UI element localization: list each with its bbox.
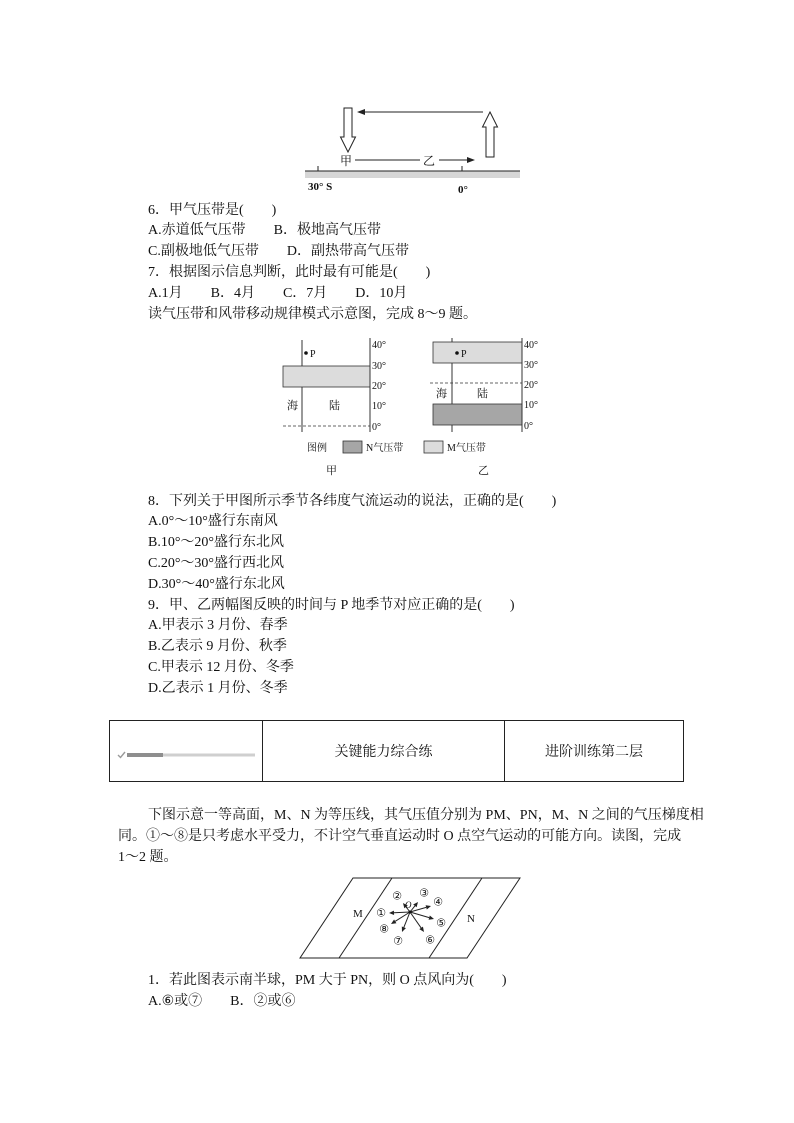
arrowhead: [419, 927, 424, 932]
direction-label: ⑧: [379, 922, 389, 936]
intro-8-9: 读气压带和风带移动规律模式示意图，完成 8～9 题。: [148, 307, 477, 322]
surface-airflow-arrowhead: [467, 157, 475, 163]
question-options: A.1月 B．4月 C．7月 D．10月: [148, 286, 408, 301]
option-c: C.20°～30°盛行西北风: [148, 556, 285, 571]
question-stem: 8．下列关于甲图所示季节各纬度气流运动的说法，正确的是( ): [148, 494, 557, 509]
sea-label: 海: [436, 388, 447, 400]
direction-label: ①: [376, 906, 386, 920]
legend-label-n: N气压带: [366, 443, 404, 454]
pressure-circulation-diagram: [295, 100, 530, 200]
direction-arrow-3: [410, 887, 429, 913]
land-label: 陆: [477, 388, 488, 400]
arrowhead: [429, 915, 434, 919]
section-header-table: [109, 720, 684, 782]
lat-label: 10°: [524, 400, 538, 411]
section-decor-cell: [110, 721, 263, 781]
label-30s: 30° S: [308, 181, 333, 193]
question-options: A.赤道低气压带 B．极地高气压带: [148, 223, 381, 238]
passage-line: 1～2 题。: [118, 850, 178, 865]
section-title: 关键能力综合练: [263, 721, 505, 781]
n-pressure-belt: [433, 404, 522, 425]
option-c: C.甲表示 12 月份、冬季: [148, 660, 294, 675]
pressure-belt-movement-diagram: [278, 335, 543, 481]
section-level: 进阶训练第二层: [545, 745, 643, 760]
direction-label: ③: [419, 886, 429, 900]
direction-arrow-5: [410, 912, 446, 930]
point-p-label: P: [310, 349, 316, 360]
descending-air-arrow: [341, 108, 356, 152]
point-p: [304, 351, 308, 355]
question-stem: 1．若此图表示南半球，PM 大于 PN，则 O 点风向为( ): [148, 973, 507, 988]
lat-label: 30°: [524, 360, 538, 371]
question-stem: 6．甲气压带是( ): [148, 203, 277, 218]
contour-plane: [300, 878, 520, 958]
lat-label: 20°: [524, 380, 538, 391]
legend-swatch-n: [343, 441, 362, 453]
question-options: C.副极地低气压带 D．副热带高气压带: [148, 244, 409, 259]
lat-label: 30°: [372, 361, 386, 372]
lat-label: 0°: [524, 421, 533, 432]
legend-title: 图例: [307, 443, 327, 454]
ascending-air-arrow: [483, 112, 498, 157]
isobar-direction-diagram: [295, 872, 527, 964]
direction-arrows: [376, 887, 446, 948]
point-o: [409, 911, 412, 914]
isobar-n-label: N: [467, 913, 475, 925]
option-b: B.乙表示 9 月份、秋季: [148, 639, 287, 654]
point-o-label: O: [405, 900, 412, 910]
direction-label: ⑥: [425, 933, 435, 947]
point-p-label: P: [461, 349, 467, 360]
passage-line: 下图示意一等高面，M、N 为等压线，其气压值分别为 PM、PN，M、N 之间的气压梯度相: [148, 808, 704, 823]
label-jia: 甲: [340, 154, 353, 168]
question-stem: 7．根据图示信息判断，此时最有可能是( ): [148, 265, 431, 280]
panel-jia: [283, 338, 386, 477]
direction-label: ⑦: [393, 934, 403, 948]
arrowhead: [389, 911, 394, 915]
lat-label: 20°: [372, 381, 386, 392]
panel-caption: 乙: [478, 465, 489, 477]
direction-label: ②: [392, 889, 402, 903]
lat-label: 10°: [372, 401, 386, 412]
label-0: 0°: [458, 184, 468, 196]
option-a: A.甲表示 3 月份、春季: [148, 618, 288, 633]
arrowhead: [391, 919, 396, 924]
check-icon: [118, 752, 125, 758]
upper-airflow-arrowhead: [357, 109, 365, 115]
option-d: D.乙表示 1 月份、冬季: [148, 681, 288, 696]
question-options: A.⑥或⑦ B．②或⑥: [148, 994, 296, 1009]
legend-swatch-m: [424, 441, 443, 453]
sea-label: 海: [287, 400, 298, 412]
label-yi: 乙: [423, 154, 436, 168]
option-a: A.0°～10°盛行东南风: [148, 514, 278, 529]
panel-yi: [430, 338, 538, 477]
lat-label: 40°: [524, 340, 538, 351]
decorative-bar: [117, 750, 257, 760]
land-label: 陆: [329, 400, 340, 412]
isobar-m-label: M: [353, 908, 363, 920]
direction-label: ④: [433, 895, 443, 909]
passage-line: 同。①～⑧是只考虑水平受力，不计空气垂直运动时 O 点空气运动的可能方向。读图，完成: [118, 829, 682, 844]
arrow-shaft: [394, 912, 410, 913]
panel-caption: 甲: [326, 465, 337, 477]
option-b: B.10°～20°盛行东北风: [148, 535, 285, 550]
m-pressure-belt: [433, 342, 522, 363]
arrowhead: [402, 927, 406, 932]
direction-label: ⑤: [436, 916, 446, 930]
m-pressure-belt: [283, 366, 370, 387]
point-p: [455, 351, 459, 355]
question-stem: 9．甲、乙两幅图反映的时间与 P 地季节对应正确的是( ): [148, 598, 515, 613]
legend: [307, 441, 486, 454]
arrowhead: [426, 905, 431, 909]
option-d: D.30°～40°盛行东北风: [148, 577, 285, 592]
lat-label: 0°: [372, 422, 381, 433]
ground-surface: [305, 171, 520, 178]
lat-label: 40°: [372, 340, 386, 351]
legend-label-m: M气压带: [447, 443, 486, 454]
